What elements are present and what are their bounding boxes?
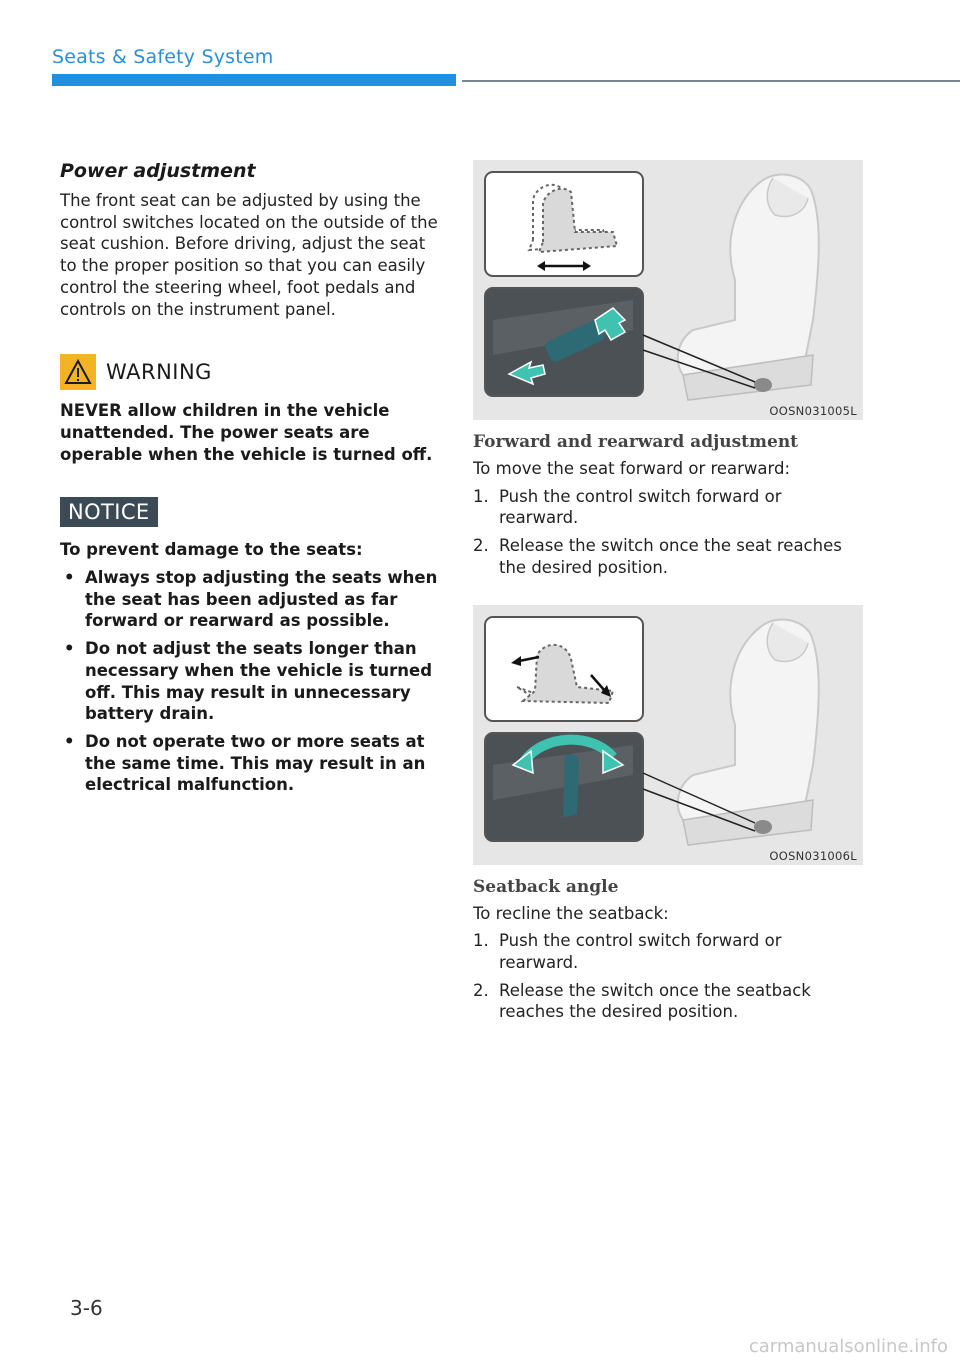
forward-rearward-intro: To move the seat forward or rearward: bbox=[473, 459, 791, 478]
forward-rearward-steps bbox=[473, 486, 863, 579]
seatback-angle-intro: To recline the seatback: bbox=[473, 903, 669, 923]
step-number: 1. bbox=[473, 486, 489, 506]
notice-list bbox=[60, 567, 444, 796]
step-text: Release the switch once the seat reaches the desired position. bbox=[499, 536, 842, 577]
step-item bbox=[473, 930, 863, 973]
step-number: 1. bbox=[473, 931, 489, 951]
forward-rearward-heading: Forward and rearward adjustment bbox=[473, 432, 799, 452]
power-adjustment-heading: Power adjustment bbox=[60, 160, 256, 182]
warning-block bbox=[60, 354, 444, 465]
step-text: Push the control switch forward or rearward. bbox=[499, 931, 782, 972]
step-text: Release the switch once the seatback reaches the desired position. bbox=[499, 980, 811, 1022]
notice-item: • Always stop adjusting the seats when the seat has been adjusted as far forward or rearward as possible. bbox=[60, 567, 444, 632]
notice-item: • Do not adjust the seats longer than necessary when the vehicle is turned off. This may result in unnecessary battery drain. bbox=[60, 638, 444, 725]
notice-item: • Do not operate two or more seats at the same time. This may result in an electrical malfunction. bbox=[60, 731, 444, 796]
seatback-angle-illustration bbox=[473, 605, 863, 865]
figure-code: OOSN031005L bbox=[769, 404, 857, 418]
header-bar-accent bbox=[52, 74, 456, 86]
seat-slide-illustration bbox=[473, 160, 863, 420]
figure-code: OOSN031006L bbox=[769, 848, 857, 863]
notice-lead: To prevent damage to the seats: bbox=[60, 540, 363, 560]
figure-seatback-angle bbox=[473, 605, 863, 865]
watermark: carmanualsonline.info bbox=[748, 1336, 948, 1357]
warning-label: WARNING bbox=[106, 360, 212, 385]
right-column bbox=[473, 160, 863, 1029]
step-item bbox=[473, 486, 863, 529]
step-number: 2. bbox=[473, 536, 489, 556]
step-number: 2. bbox=[473, 980, 489, 1000]
notice-badge: NOTICE bbox=[60, 497, 158, 527]
step-item bbox=[473, 980, 863, 1023]
seatback-angle-steps bbox=[473, 930, 863, 1023]
header-bar-rule bbox=[462, 80, 960, 82]
warning-icon bbox=[60, 354, 96, 390]
figure-seat-slide bbox=[473, 160, 863, 420]
step-item bbox=[473, 535, 863, 578]
warning-header bbox=[60, 354, 444, 390]
section-title: Seats & Safety System bbox=[52, 46, 274, 68]
step-text: Push the control switch forward or rearward. bbox=[499, 486, 782, 528]
page-number: 3-6 bbox=[70, 1296, 103, 1320]
power-adjustment-body: The front seat can be adjusted by using the control switches located on the outside of the seat cushion. Before driving, adjust the seat to the proper position so that you can easily control the steering wheel, foot pedals and controls on the instrument panel. bbox=[60, 191, 438, 319]
seatback-angle-heading: Seatback angle bbox=[473, 876, 619, 897]
left-column bbox=[60, 160, 444, 802]
warning-text: NEVER allow children in the vehicle unattended. The power seats are operable when the vehicle is turned off. bbox=[60, 401, 433, 464]
